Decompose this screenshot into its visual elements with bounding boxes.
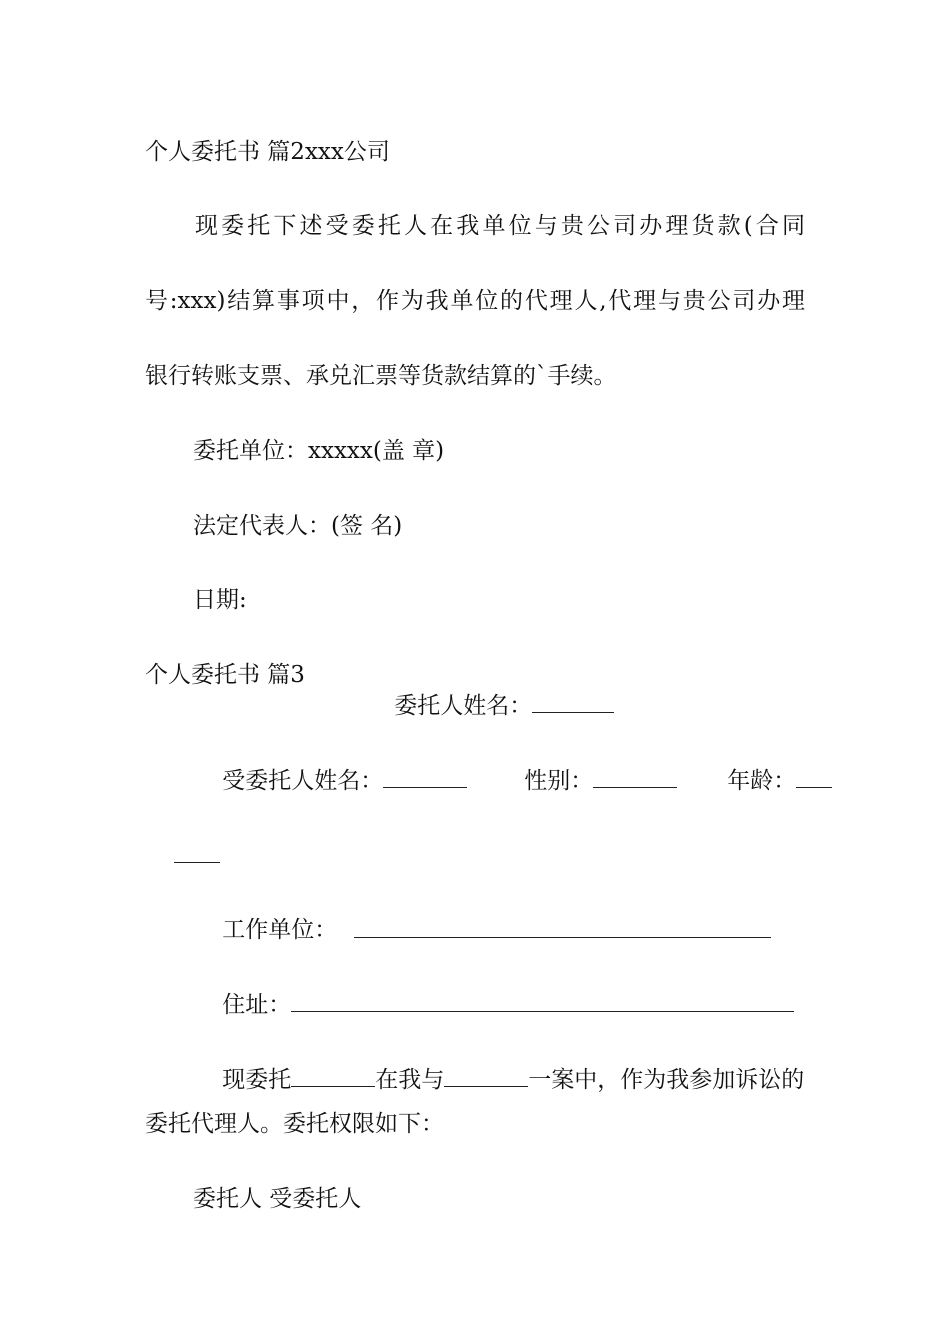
age-blank — [796, 765, 832, 788]
entrust-line-2: 委托代理人。委托权限如下： — [145, 1111, 444, 1137]
address-blank — [291, 989, 794, 1012]
entrusting-unit-line: 委托单位：xxxxx(盖 章) — [193, 438, 445, 464]
age-blank-wrap — [174, 840, 220, 863]
opponent-blank — [444, 1064, 528, 1087]
age-field — [698, 735, 832, 826]
age-label: 年龄： — [727, 768, 797, 794]
entrust-prefix: 现委托 — [222, 1067, 292, 1093]
section2-paragraph-line-3: 银行转账支票、承兑汇票等货款结算的`手续。 — [145, 363, 617, 389]
legal-representative-line: 法定代表人：(签 名) — [193, 513, 403, 539]
entrust-suffix: 一案中，作为我参加诉讼的 — [528, 1067, 805, 1093]
section2-paragraph-line-1: 现委托下述受委托人在我单位与贵公司办理货款(合同 — [195, 213, 805, 239]
work-unit-blank — [354, 915, 771, 938]
address-label: 住址： — [222, 992, 292, 1018]
section3-heading: 个人委托书 篇3 — [145, 662, 305, 688]
gender-field — [495, 735, 677, 826]
agent-name-blank — [383, 765, 467, 788]
client-name-blank — [532, 690, 614, 713]
client-name-label: 委托人姓名： — [394, 693, 533, 719]
section2-heading: 个人委托书 篇2xxx公司 — [145, 139, 390, 165]
section2-paragraph-line-2: 号:xxx)结算事项中，作为我单位的代理人,代理与贵公司办理 — [145, 288, 805, 314]
gender-blank — [593, 765, 677, 788]
agent-name-field — [193, 735, 467, 826]
agent-blank — [291, 1064, 375, 1087]
work-unit-label: 工作单位： — [222, 917, 338, 943]
gender-label: 性别： — [524, 768, 594, 794]
entrust-middle: 在我与 — [375, 1067, 445, 1093]
signature-line: 委托人 受委托人 — [193, 1186, 362, 1212]
date-line: 日期: — [193, 587, 247, 613]
agent-name-label: 受委托人姓名： — [222, 768, 384, 794]
